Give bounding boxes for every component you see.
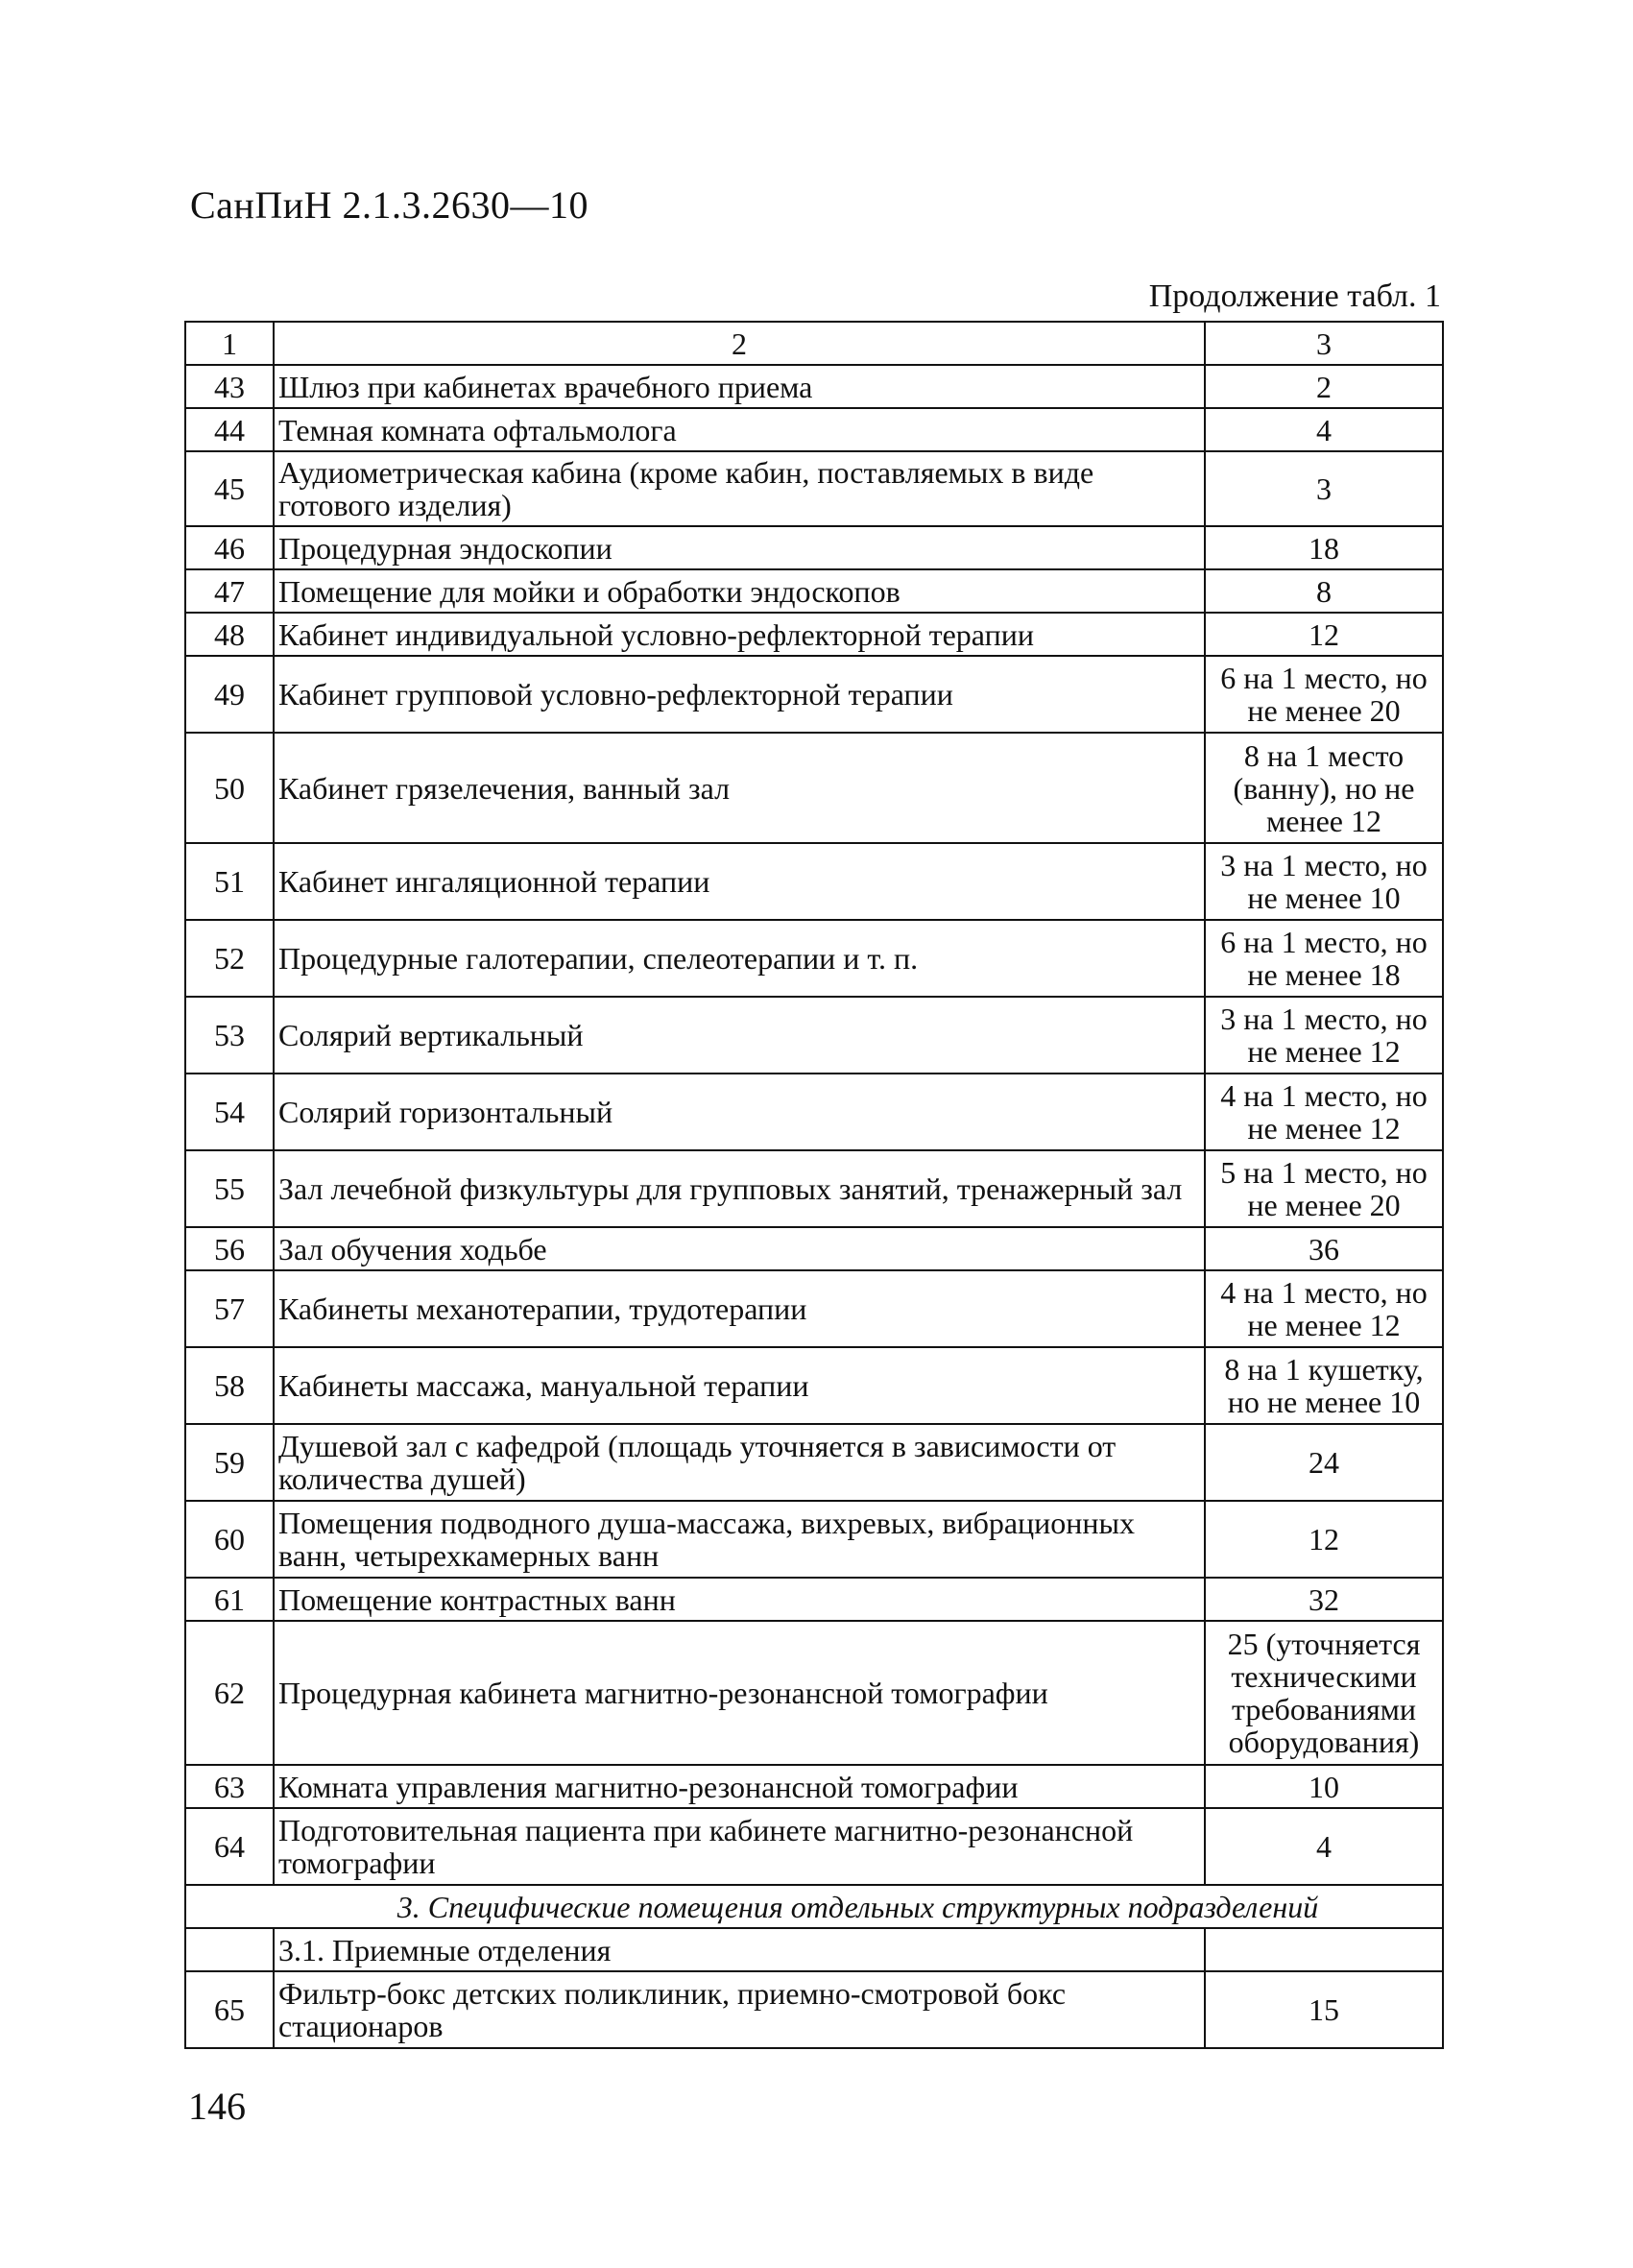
table-body — [185, 322, 1443, 2048]
table-continuation-label: Продолжение табл. 1 — [1148, 278, 1441, 314]
room-name-cell: Темная комната офтальмолога — [274, 408, 1205, 451]
row-number-cell: 62 — [185, 1621, 274, 1765]
row-number-cell: 65 — [185, 1971, 274, 2048]
room-name-cell: Кабинет индивидуальной условно-рефлекторной терапии — [274, 613, 1205, 656]
table-row — [185, 1074, 1443, 1150]
table-row — [185, 1808, 1443, 1885]
table-row — [185, 1501, 1443, 1578]
row-number-cell: 47 — [185, 569, 274, 613]
room-name-cell: Солярий вертикальный — [274, 997, 1205, 1074]
row-number-cell: 46 — [185, 526, 274, 569]
page-number: 146 — [188, 2085, 246, 2128]
row-number-cell: 44 — [185, 408, 274, 451]
room-name-cell: Кабинеты механотерапии, трудотерапии — [274, 1270, 1205, 1347]
room-name-cell: Процедурные галотерапии, спелеотерапии и т. п. — [274, 920, 1205, 997]
table-row — [185, 997, 1443, 1074]
room-name-cell: Кабинет ингаляционной терапии — [274, 843, 1205, 920]
table-row — [185, 1150, 1443, 1227]
area-value-cell — [1205, 1928, 1443, 1971]
table-row — [185, 569, 1443, 613]
row-number-cell: 52 — [185, 920, 274, 997]
room-name-cell: Аудиометрическая кабина (кроме кабин, поставляемых в виде готового изделия) — [274, 451, 1205, 526]
area-value-cell: 4 — [1205, 408, 1443, 451]
area-value-cell: 3 — [1205, 451, 1443, 526]
row-number-cell: 63 — [185, 1765, 274, 1808]
row-number-cell: 56 — [185, 1227, 274, 1270]
row-number-cell: 61 — [185, 1578, 274, 1621]
table-row — [185, 1347, 1443, 1424]
room-name-cell: Душевой зал с кафедрой (площадь уточняется в зависимости от количества душей) — [274, 1424, 1205, 1501]
section-header-row — [185, 1885, 1443, 1928]
room-name-cell: Комната управления магнитно-резонансной томографии — [274, 1765, 1205, 1808]
area-value-cell: 6 на 1 место, но не менее 18 — [1205, 920, 1443, 997]
table-row — [185, 613, 1443, 656]
area-value-cell: 8 на 1 кушетку, но не менее 10 — [1205, 1347, 1443, 1424]
row-number-cell: 50 — [185, 733, 274, 843]
room-name-cell: Зал лечебной физкультуры для групповых занятий, тренажерный зал — [274, 1150, 1205, 1227]
row-number-cell: 58 — [185, 1347, 274, 1424]
room-name-cell: Солярий горизонтальный — [274, 1074, 1205, 1150]
table-row — [185, 1227, 1443, 1270]
row-number-cell: 45 — [185, 451, 274, 526]
area-value-cell: 10 — [1205, 1765, 1443, 1808]
room-name-cell: Подготовительная пациента при кабинете магнитно-резонансной томографии — [274, 1808, 1205, 1885]
room-name-cell: Шлюз при кабинетах врачебного приема — [274, 365, 1205, 408]
row-number-cell: 55 — [185, 1150, 274, 1227]
area-value-cell: 4 на 1 место, но не менее 12 — [1205, 1270, 1443, 1347]
table-row — [185, 843, 1443, 920]
area-value-cell: 32 — [1205, 1578, 1443, 1621]
document-header: СанПиН 2.1.3.2630—10 — [190, 183, 589, 227]
table-row — [185, 1578, 1443, 1621]
room-name-cell: Кабинеты массажа, мануальной терапии — [274, 1347, 1205, 1424]
row-number-cell: 43 — [185, 365, 274, 408]
table-row — [185, 451, 1443, 526]
rooms-area-table — [184, 321, 1444, 2049]
area-value-cell: 24 — [1205, 1424, 1443, 1501]
area-value-cell: 12 — [1205, 1501, 1443, 1578]
table-row — [185, 1971, 1443, 2048]
section-header-blank-cell — [185, 1885, 274, 1928]
room-name-cell: Кабинет грязелечения, ванный зал — [274, 733, 1205, 843]
area-value-cell: 3 на 1 место, но не менее 10 — [1205, 843, 1443, 920]
room-name-cell: Помещение для мойки и обработки эндоскопов — [274, 569, 1205, 613]
area-value-cell: 4 — [1205, 1808, 1443, 1885]
row-number-cell: 48 — [185, 613, 274, 656]
table-row — [185, 1765, 1443, 1808]
table-row — [185, 365, 1443, 408]
room-name-cell: Помещения подводного душа-массажа, вихревых, вибрационных ванн, четырехкамерных ванн — [274, 1501, 1205, 1578]
table-row — [185, 1621, 1443, 1765]
room-name-cell: Зал обучения ходьбе — [274, 1227, 1205, 1270]
area-value-cell: 2 — [1205, 365, 1443, 408]
area-value-cell: 3 на 1 место, но не менее 12 — [1205, 997, 1443, 1074]
column-header-number: 1 — [185, 322, 274, 365]
area-value-cell: 25 (уточняется техническими требованиями оборудования) — [1205, 1621, 1443, 1765]
table-row — [185, 656, 1443, 733]
room-name-cell: Процедурная эндоскопии — [274, 526, 1205, 569]
row-number-cell: 54 — [185, 1074, 274, 1150]
area-value-cell: 15 — [1205, 1971, 1443, 2048]
area-value-cell: 6 на 1 место, но не менее 20 — [1205, 656, 1443, 733]
row-number-cell: 64 — [185, 1808, 274, 1885]
row-number-cell: 53 — [185, 997, 274, 1074]
row-number-cell: 51 — [185, 843, 274, 920]
area-value-cell: 36 — [1205, 1227, 1443, 1270]
column-header-area: 3 — [1205, 322, 1443, 365]
room-name-cell: Фильтр-бокс детских поликлиник, приемно-смотровой бокс стационаров — [274, 1971, 1205, 2048]
table-row — [185, 1928, 1443, 1971]
room-name-cell: 3.1. Приемные отделения — [274, 1928, 1205, 1971]
table-row — [185, 1424, 1443, 1501]
table-row — [185, 1270, 1443, 1347]
room-name-cell: Кабинет групповой условно-рефлекторной терапии — [274, 656, 1205, 733]
area-value-cell: 8 на 1 место (ванну), но не менее 12 — [1205, 733, 1443, 843]
table-row — [185, 526, 1443, 569]
table-header-row — [185, 322, 1443, 365]
room-name-cell: Помещение контрастных ванн — [274, 1578, 1205, 1621]
table-row — [185, 408, 1443, 451]
row-number-cell: 49 — [185, 656, 274, 733]
area-value-cell: 4 на 1 место, но не менее 12 — [1205, 1074, 1443, 1150]
column-header-room: 2 — [274, 322, 1205, 365]
section-header-text: 3. Специфические помещения отдельных структурных подразделений — [274, 1885, 1443, 1928]
table-row — [185, 920, 1443, 997]
area-value-cell: 12 — [1205, 613, 1443, 656]
area-value-cell: 18 — [1205, 526, 1443, 569]
row-number-cell: 60 — [185, 1501, 274, 1578]
area-value-cell: 5 на 1 место, но не менее 20 — [1205, 1150, 1443, 1227]
table-row — [185, 733, 1443, 843]
room-name-cell: Процедурная кабинета магнитно-резонансной томографии — [274, 1621, 1205, 1765]
row-number-cell — [185, 1928, 274, 1971]
row-number-cell: 59 — [185, 1424, 274, 1501]
area-value-cell: 8 — [1205, 569, 1443, 613]
row-number-cell: 57 — [185, 1270, 274, 1347]
